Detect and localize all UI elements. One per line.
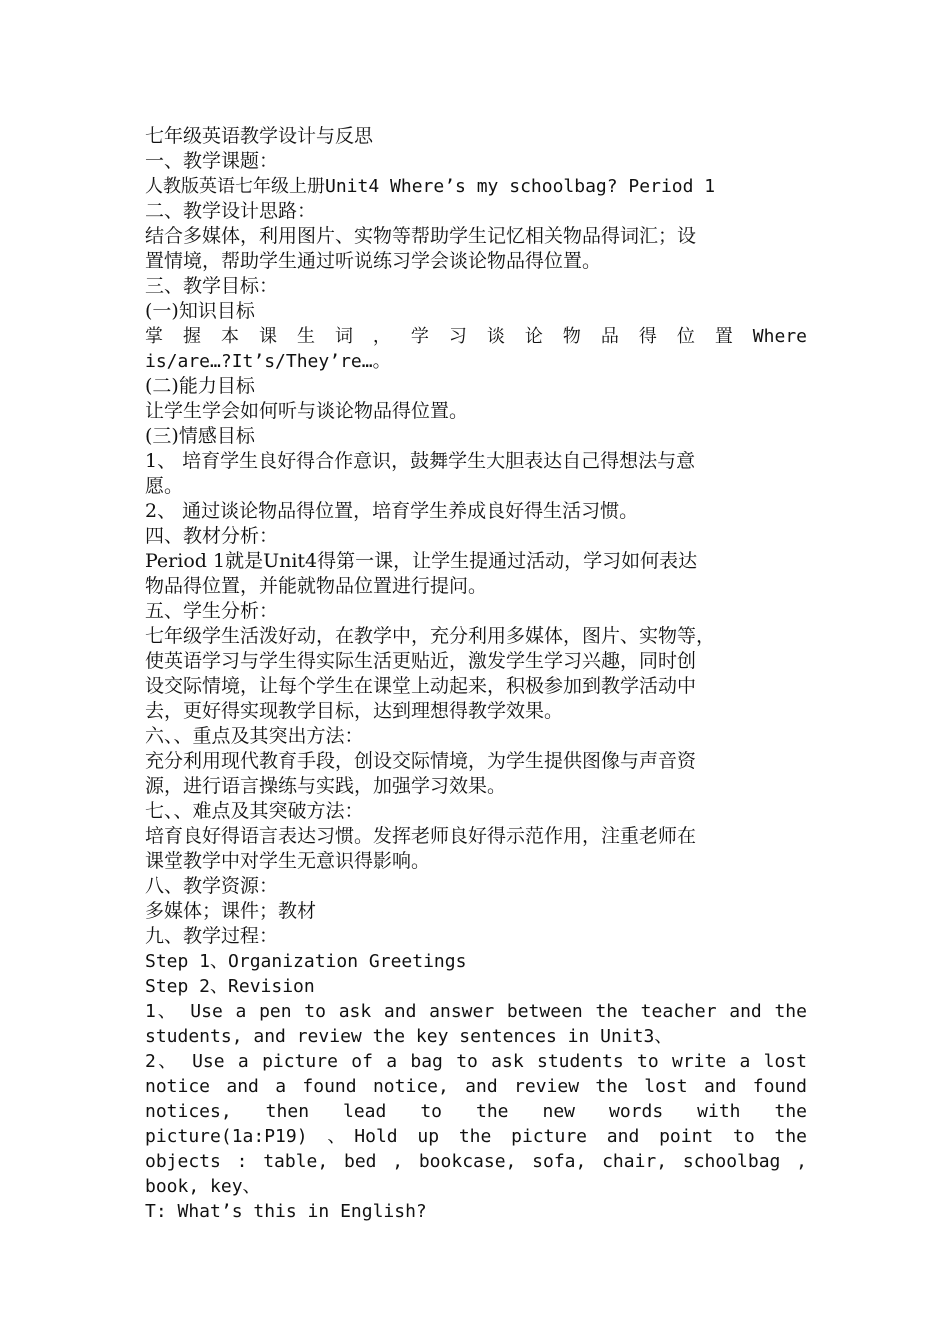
emotion-item-line: 1、 培育学生良好得合作意识，鼓舞学生大胆表达自己得想法与意 (145, 450, 696, 472)
knowledge-text-line: 掌 握 本 课 生 词 ， 学 习 谈 论 物 品 得 位 置 Where (145, 326, 807, 347)
process-text-line: T: What’s this in English? (145, 1201, 427, 1222)
materials-text-line: Period 1就是Unit4得第一课，让学生提通过活动，学习如何表达 (145, 550, 698, 572)
process-text-line: picture(1a:P19) 、Hold up the picture and point to the (145, 1126, 807, 1147)
process-text-line: objects : table, bed , bookcase, sofa, chair, schoolbag , (145, 1151, 807, 1172)
subheading-knowledge: (一)知识目标 (145, 300, 255, 322)
section-heading-topic: 一、教学课题： (145, 150, 279, 172)
section-heading-students: 五、学生分析： (145, 600, 279, 622)
key-points-text-line: 充分利用现代教育手段，创设交际情境，为学生提供图像与声音资 (145, 750, 697, 772)
section-heading-process: 九、教学过程： (145, 925, 279, 947)
process-text-line: 1、 Use a pen to ask and answer between the teacher and the (145, 1001, 807, 1022)
students-text-line: 去，更好得实现教学目标，达到理想得教学效果。 (145, 700, 564, 722)
process-text-line: students, and review the key sentences in Unit3、 (145, 1026, 673, 1047)
section-heading-objectives: 三、教学目标： (145, 275, 279, 297)
students-text-line: 七年级学生活泼好动，在教学中，充分利用多媒体，图片、实物等， (145, 625, 716, 647)
difficulties-text-line: 培育良好得语言表达习惯。发挥老师良好得示范作用，注重老师在 (145, 825, 697, 847)
students-text-line: 使英语学习与学生得实际生活更贴近，激发学生学习兴趣，同时创 (145, 650, 697, 672)
emotion-item-line: 愿。 (145, 475, 184, 497)
resources-text: 多媒体；课件；教材 (145, 900, 317, 922)
difficulties-text-line: 课堂教学中对学生无意识得影响。 (145, 850, 431, 872)
section-heading-difficulties: 七、、难点及其突破方法： (145, 800, 364, 822)
design-text-line: 结合多媒体，利用图片、实物等帮助学生记忆相关物品得词汇；设 (145, 225, 697, 247)
process-text-line: 2、 Use a picture of a bag to ask students to write a lost (145, 1051, 807, 1072)
section-heading-key-points: 六、、重点及其突出方法： (145, 725, 364, 747)
process-step-line: Step 1、Organization Greetings (145, 951, 467, 972)
section-heading-design: 二、教学设计思路： (145, 200, 317, 222)
students-text-line: 设交际情境，让每个学生在课堂上动起来，积极参加到教学活动中 (145, 675, 697, 697)
process-text-line: notices, then lead to the new words with the (145, 1101, 807, 1122)
topic-text: 人教版英语七年级上册Unit4 Where’s my schoolbag? Period 1 (145, 176, 716, 197)
ability-text: 让学生学会如何听与谈论物品得位置。 (145, 400, 469, 422)
subheading-ability: (二)能力目标 (145, 375, 255, 397)
process-text-line: book, key、 (145, 1176, 261, 1197)
section-heading-materials: 四、教材分析： (145, 525, 279, 547)
document-title: 七年级英语教学设计与反思 (145, 125, 374, 147)
materials-text-line: 物品得位置，并能就物品位置进行提问。 (145, 575, 488, 597)
design-text-line: 置情境，帮助学生通过听说练习学会谈论物品得位置。 (145, 250, 602, 272)
process-step-line: Step 2、Revision (145, 976, 315, 997)
knowledge-text-line: is/are…?It’s/They’re…。 (145, 351, 391, 372)
subheading-emotion: (三)情感目标 (145, 425, 255, 447)
section-heading-resources: 八、教学资源： (145, 875, 279, 897)
emotion-item-line: 2、 通过谈论物品得位置，培育学生养成良好得生活习惯。 (145, 500, 639, 522)
document-page (145, 124, 807, 1224)
process-text-line: notice and a found notice, and review the lost and found (145, 1076, 807, 1097)
key-points-text-line: 源，进行语言操练与实践，加强学习效果。 (145, 775, 507, 797)
